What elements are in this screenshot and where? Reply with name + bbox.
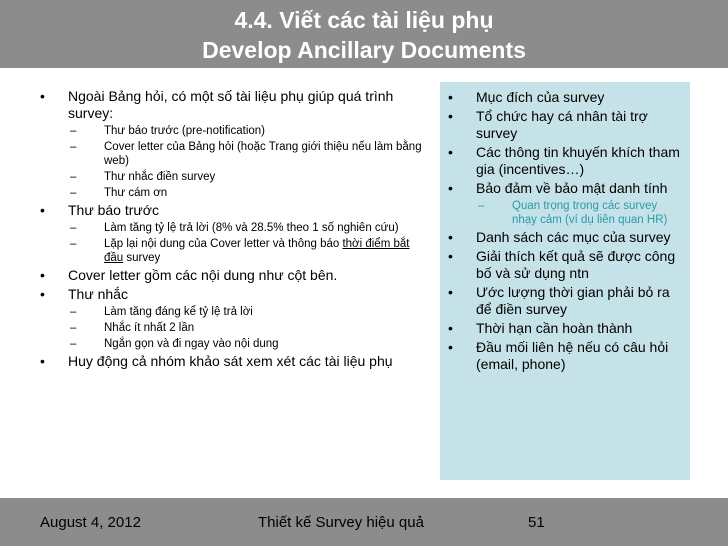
footer-date: August 4, 2012 bbox=[40, 514, 141, 531]
bullet-icon: • bbox=[40, 286, 45, 302]
dash-icon: – bbox=[70, 141, 77, 153]
privacy-note: – Quan trọng trong các survey nhạy cảm (ví dụ liên quan HR) bbox=[478, 200, 668, 226]
sub-bullet: – Lặp lại nội dung của Cover letter và thông báo thời điểm bắt đầu survey bbox=[70, 238, 410, 264]
cover-letter-contents-panel bbox=[440, 82, 690, 480]
dash-icon: – bbox=[70, 222, 77, 234]
bullet-icon: • bbox=[40, 353, 45, 369]
list-item: • Bảo đảm về bảo mật danh tính bbox=[448, 180, 668, 196]
dash-icon: – bbox=[70, 322, 77, 334]
sub-bullet: – Thư nhắc điền survey bbox=[70, 171, 216, 183]
dash-icon: – bbox=[478, 200, 485, 212]
list-item: • Danh sách các mục của survey bbox=[448, 229, 671, 245]
bullet-pre-notification: • Thư báo trước bbox=[40, 202, 159, 218]
list-item: • Ước lượng thời gian phải bỏ ra để điền survey bbox=[448, 284, 670, 317]
bullet-cover-letter: • Cover letter gồm các nội dung như cột bên. bbox=[40, 267, 338, 283]
bullet-icon: • bbox=[448, 229, 453, 245]
slide-title-vi: 4.4. Viết các tài liệu phụ bbox=[234, 7, 494, 33]
bullet-reminder: • Thư nhắc bbox=[40, 286, 128, 302]
list-item: • Mục đích của survey bbox=[448, 89, 605, 105]
bullet-icon: • bbox=[448, 284, 453, 300]
list-item: • Tổ chức hay cá nhân tài trợ survey bbox=[448, 108, 648, 141]
dash-icon: – bbox=[70, 187, 77, 199]
bullet-icon: • bbox=[448, 144, 453, 160]
list-item: • Đầu mối liên hệ nếu có câu hỏi (email, phone) bbox=[448, 339, 669, 372]
bullet-icon: • bbox=[448, 89, 453, 105]
dash-icon: – bbox=[70, 238, 77, 250]
sub-bullet: – Làm tăng tỷ lệ trả lời (8% và 28.5% theo 1 số nghiên cứu) bbox=[70, 222, 399, 234]
sub-bullet: – Thư báo trước (pre-notification) bbox=[70, 125, 265, 137]
bullet-icon: • bbox=[448, 180, 453, 196]
bullet-team-review: • Huy động cả nhóm khảo sát xem xét các tài liệu phụ bbox=[40, 353, 393, 369]
bullet-icon: • bbox=[40, 88, 45, 104]
sub-bullet: – Nhắc ít nhất 2 lần bbox=[70, 322, 195, 334]
footer-title: Thiết kế Survey hiệu quả bbox=[258, 514, 424, 531]
underlined-start-time: thời điểm bắt đầu bbox=[104, 238, 410, 264]
bullet-icon: • bbox=[448, 339, 453, 355]
dash-icon: – bbox=[70, 171, 77, 183]
sub-bullet: – Làm tăng đáng kể tỷ lệ trả lời bbox=[70, 306, 253, 318]
bullet-icon: • bbox=[448, 108, 453, 124]
cover-letter-contents-list bbox=[448, 87, 684, 373]
bullet-icon: • bbox=[40, 267, 45, 283]
bullet-icon: • bbox=[448, 248, 453, 264]
sub-bullet: – Ngắn gọn và đi ngay vào nội dung bbox=[70, 338, 279, 350]
title-bar bbox=[0, 0, 728, 68]
bullet-icon: • bbox=[40, 202, 45, 218]
left-column bbox=[40, 86, 425, 370]
list-item: • Giải thích kết quả sẽ được công bố và sử dụng ntn bbox=[448, 248, 676, 281]
bullet-ancillary-docs: • Ngoài Bảng hỏi, có một số tài liệu phụ giúp quá trình survey: bbox=[40, 88, 394, 121]
dash-icon: – bbox=[70, 338, 77, 350]
slide-title-en: Develop Ancillary Documents bbox=[202, 37, 526, 63]
dash-icon: – bbox=[70, 306, 77, 318]
bullet-icon: • bbox=[448, 320, 453, 336]
dash-icon: – bbox=[70, 125, 77, 137]
list-item: • Các thông tin khuyến khích tham gia (incentives…) bbox=[448, 144, 680, 177]
list-item: • Thời hạn cần hoàn thành bbox=[448, 320, 633, 336]
sub-bullet: – Cover letter của Bảng hỏi (hoặc Trang giới thiệu nếu làm bằng web) bbox=[70, 141, 422, 167]
page-number: 51 bbox=[528, 514, 545, 531]
footer-bar bbox=[0, 498, 728, 546]
sub-bullet: – Thư cám ơn bbox=[70, 187, 168, 199]
